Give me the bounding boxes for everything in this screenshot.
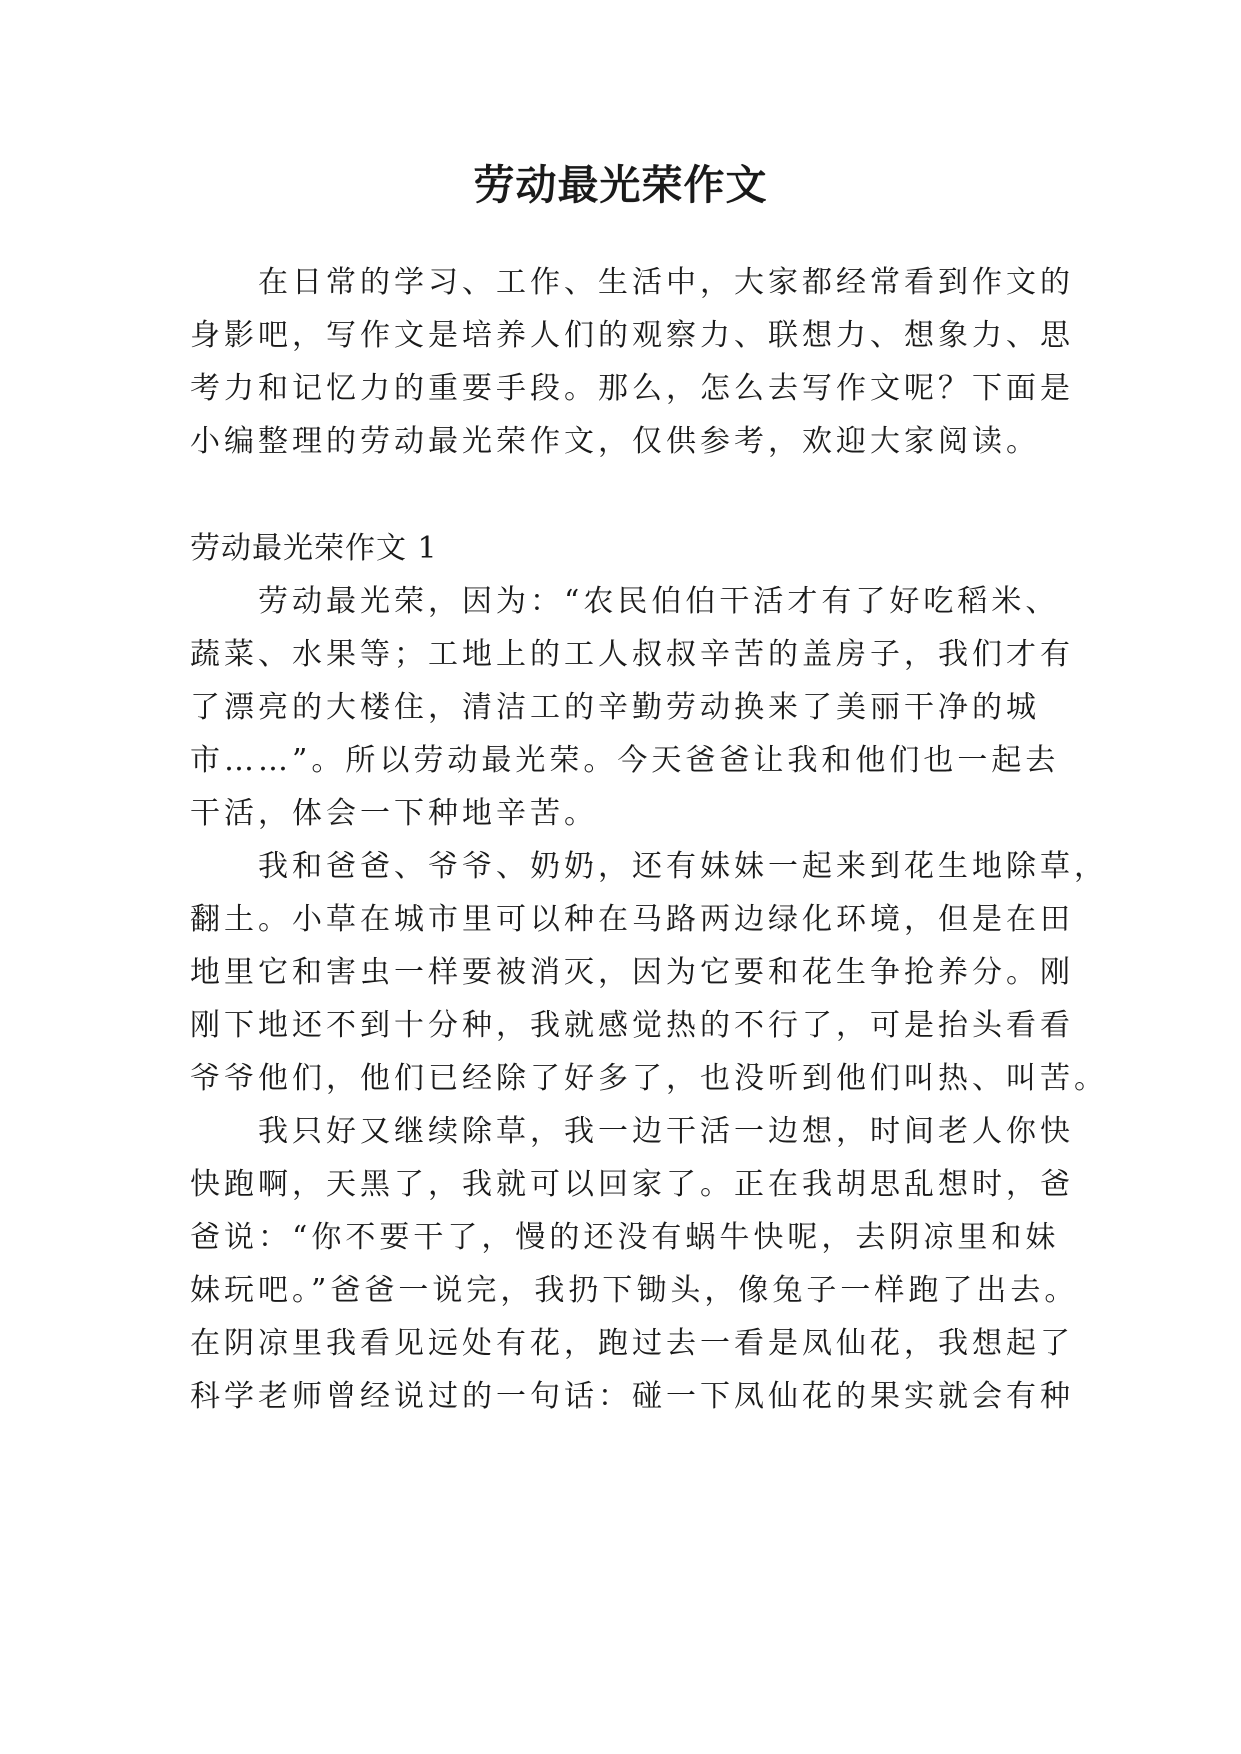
paragraph-line: 刚下地还不到十分种，我就感觉热的不行了，可是抬头看看 (190, 1008, 1074, 1043)
paragraph-line: 爷爷他们，他们已经除了好多了，也没听到他们叫热、叫苦。 (190, 1061, 1108, 1096)
intro-line: 在日常的学习、工作、生活中，大家都经常看到作文的 (258, 265, 1074, 300)
paragraph-line: 我只好又继续除草，我一边干活一边想，时间老人你快 (258, 1114, 1074, 1149)
paragraph-line: 蔬菜、水果等；工地上的工人叔叔辛苦的盖房子，我们才有 (190, 637, 1074, 672)
paragraph-line: 我和爸爸、爷爷、奶奶，还有妹妹一起来到花生地除草， (258, 849, 1108, 884)
paragraph-line: 快跑啊，天黑了，我就可以回家了。正在我胡思乱想时，爸 (190, 1167, 1074, 1202)
paragraph-line: 妹玩吧。”爸爸一说完，我扔下锄头，像兔子一样跑了出去。 (190, 1273, 1079, 1308)
paragraph-line: 了漂亮的大楼住，清洁工的辛勤劳动换来了美丽干净的城 (190, 690, 1040, 725)
paragraph-line: 市……”。所以劳动最光荣。今天爸爸让我和他们也一起去 (190, 743, 1060, 778)
paragraph-line: 在阴凉里我看见远处有花，跑过去一看是凤仙花，我想起了 (190, 1326, 1074, 1361)
intro-line: 小编整理的劳动最光荣作文，仅供参考，欢迎大家阅读。 (190, 424, 1040, 459)
intro-line: 考力和记忆力的重要手段。那么，怎么去写作文呢？下面是 (190, 371, 1074, 406)
paragraph-line: 地里它和害虫一样要被消灭，因为它要和花生争抢养分。刚 (190, 955, 1074, 990)
paragraph-line: 干活，体会一下种地辛苦。 (190, 796, 598, 831)
intro-line: 身影吧，写作文是培养人们的观察力、联想力、想象力、思 (190, 318, 1074, 353)
paragraph-line: 劳动最光荣，因为：“农民伯伯干活才有了好吃稻米、 (258, 584, 1060, 619)
document-title: 劳动最光荣作文 (473, 161, 768, 209)
paragraph-line: 爸说：“你不要干了，慢的还没有蜗牛快呢，去阴凉里和妹 (190, 1220, 1060, 1255)
paragraph-line: 翻土。小草在城市里可以种在马路两边绿化环境，但是在田 (190, 902, 1074, 937)
paragraph-line: 科学老师曾经说过的一句话：碰一下凤仙花的果实就会有种 (190, 1379, 1074, 1414)
section-heading: 劳动最光荣作文 1 (190, 531, 438, 566)
